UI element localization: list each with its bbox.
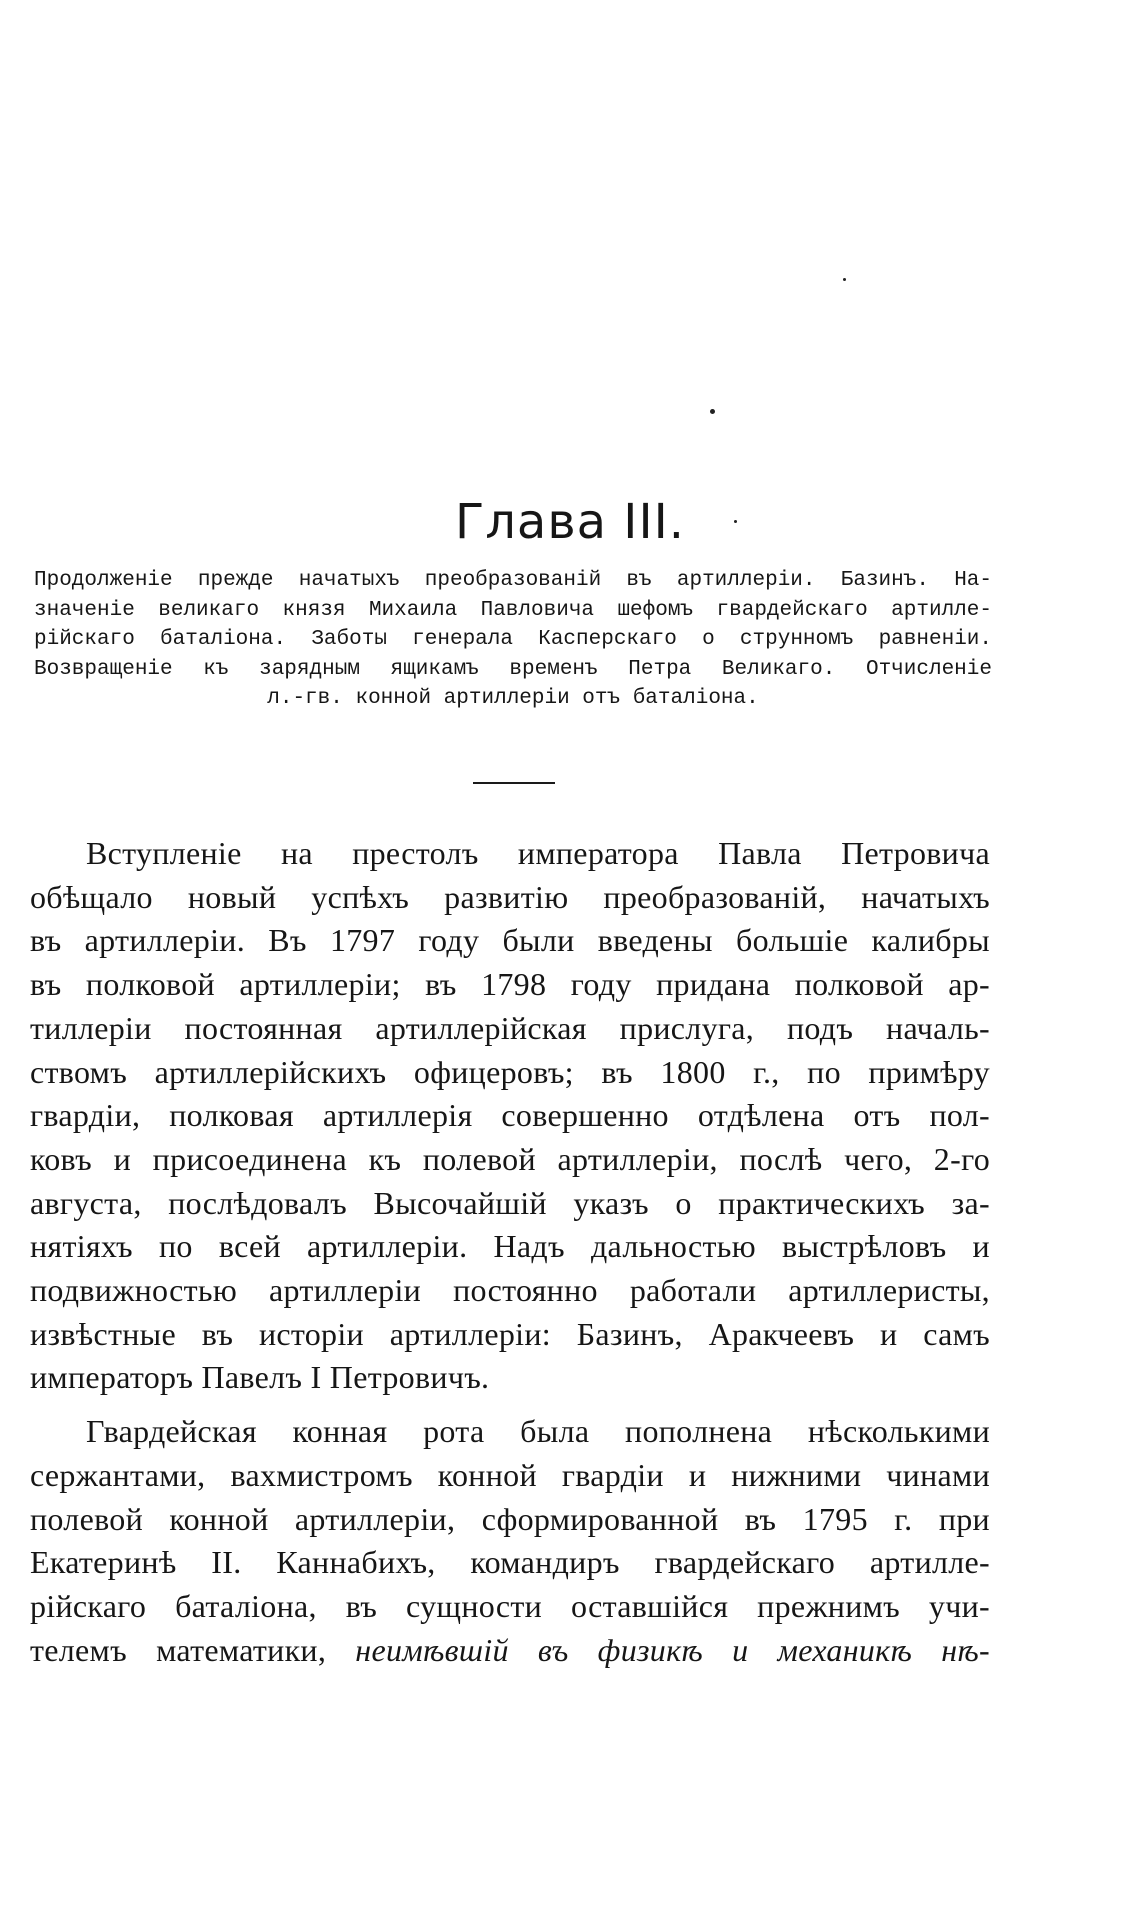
print-speck <box>843 278 846 281</box>
text-line-start: телемъ математики, <box>30 1631 327 1668</box>
chapter-summary <box>34 566 992 714</box>
text-line: въ артиллеріи. Въ 1797 году были введены большіе калибры <box>30 922 990 959</box>
text-line: ковъ и присоединена къ полевой артиллеріи, послѣ чего, 2-го <box>30 1140 990 1177</box>
text-line-mixed <box>30 1629 990 1673</box>
chapter-title: Глава III. <box>454 494 686 551</box>
text-line: императоръ Павелъ I Петровичъ. <box>30 1359 490 1396</box>
summary-line: л.-гв. конной артиллеріи отъ баталіона. <box>267 687 759 710</box>
text-line: гвардіи, полковая артиллерія совершенно отдѣлена отъ пол- <box>30 1097 990 1134</box>
text-line: тиллеріи постоянная артиллерійская прислуга, подъ началь- <box>30 1009 990 1046</box>
text-line: Гвардейская конная рота была пополнена нѣсколькими <box>86 1413 990 1450</box>
summary-line: рійскаго баталіона. Заботы генерала Касперскаго о струнномъ равненіи. <box>34 628 992 651</box>
text-line: извѣстные въ исторіи артиллеріи: Базинъ, Аракчеевъ и самъ <box>30 1315 990 1352</box>
text-line: сержантами, вахмистромъ конной гвардіи и нижними чинами <box>30 1456 990 1493</box>
section-divider <box>473 782 555 784</box>
text-line: августа, послѣдовалъ Высочайшій указъ о практическихъ за- <box>30 1184 990 1221</box>
summary-line: Возвращеніе къ зарядным ящикамъ временъ Петра Великаго. Отчисленіе <box>34 657 992 681</box>
text-line: ствомъ артиллерійскихъ офицеровъ; въ 1800 г., по примѣру <box>30 1053 990 1090</box>
summary-line: значеніе великаго князя Михаила Павловича шефомъ гвардейскаго артилле- <box>34 598 992 622</box>
paragraph-2 <box>30 1410 990 1672</box>
text-line: въ полковой артиллеріи; въ 1798 году придана полковой ар- <box>30 966 990 1003</box>
print-speck <box>710 409 715 414</box>
text-line: подвижностью артиллеріи постоянно работали артиллеристы, <box>30 1272 990 1309</box>
chapter-body <box>30 832 990 1682</box>
text-line: полевой конной артиллеріи, сформированной въ 1795 г. при <box>30 1500 990 1537</box>
text-line: рійскаго баталіона, въ сущности оставшійся прежнимъ учи- <box>30 1587 990 1624</box>
paragraph-1 <box>30 832 990 1400</box>
text-line: Вступленіе на престолъ императора Павла Петровича <box>86 835 990 871</box>
text-line: нятіяхъ по всей артиллеріи. Надъ дальностью выстрѣловъ и <box>30 1228 990 1265</box>
text-line-italic: неимѣвшій въ физикѣ и механикѣ нѣ- <box>355 1631 990 1668</box>
summary-line: Продолженіе прежде начатыхъ преобразованій въ артиллеріи. Базинъ. На- <box>34 569 992 592</box>
text-line: обѣщало новый успѣхъ развитію преобразованій, начатыхъ <box>30 878 990 915</box>
text-line: Екатеринѣ II. Каннабихъ, командиръ гвардейскаго артилле- <box>30 1544 990 1581</box>
